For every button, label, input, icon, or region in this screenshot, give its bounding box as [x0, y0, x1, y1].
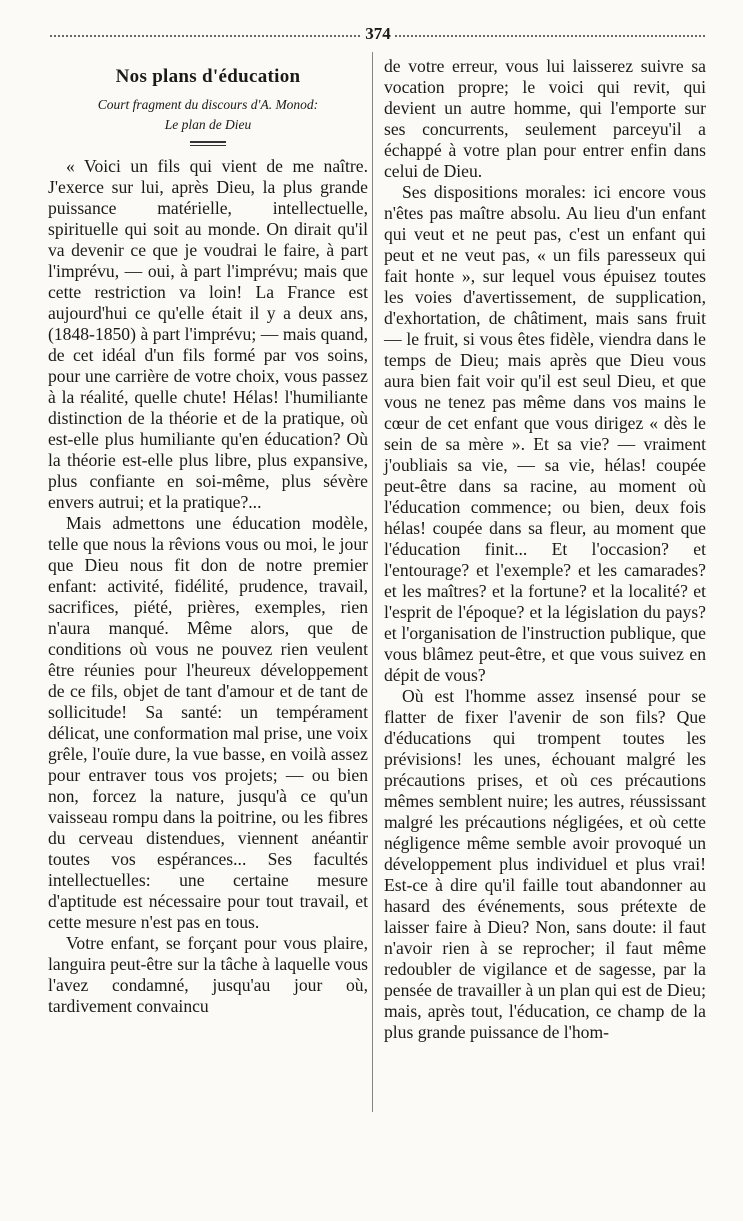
- paragraph: Ses dispositions morales: ici encore vous n'êtes pas maître absolu. Au lieu d'un enfant qui veut et ne peut pas, c'est un enfant qui peut et ne veut pas, « un fils paresseux qui fait honte », sur lequel vous épuisez toutes les voies d'avertissement, de supplication, d'exhortation, de châtiment, mais sans fruit — le fruit, si vous êtes fidèle, viendra dans le temps de Dieu; mais après que Dieu vous aura bien fait voir qu'il est seul Dieu, et que vous ne tenez pas même dans vos mains le cœur de cet enfant que vous dirigez « dès le sein de sa mère ». Et sa vie? — vraiment j'oubliais sa vie, — sa vie, hélas! coupée peut-être dans sa racine, au moment où l'éducation commence; ou bien, deux fois hélas! coupée dans sa fleur, au moment que l'éducation finit... Et l'occasion? et l'entourage? et l'exemple? et les camarades? et les maîtres? et la fortune? et la localité? et l'esprit de l'époque? et la législation du pays? et l'organisation de l'instruction publique, que vous blâmez peut-être, et que vous suivez en dépit de vous?: [384, 182, 706, 685]
- paragraph: de votre erreur, vous lui laisserez suivre sa vocation propre; le voici qui revit, qui devient un autre homme, qui l'emporte sur ses concurrents, seulement parceyu'il a échappé à votre plan pour entrer enfin dans celui de Dieu.: [384, 56, 706, 181]
- column-divider: [372, 52, 373, 1112]
- paragraph: Mais admettons une éducation modèle, telle que nous la rêvions vous ou moi, le jour que Dieu nous fit don de notre premier enfant: activité, fidélité, prudence, travail, sacrifices, piété, prières, exemples, rien n'aura manqué. Même alors, que de conditions où vous ne pouvez rien veulent être réunies pour l'heureux développement de ce fils, objet de tant d'amour et de tant de sollicitude! Sa santé: un tempérament délicat, une conformation mal prise, une voix grêle, l'ouïe dure, la vue basse, en voilà assez pour entraver tous vos projets; — ou bien non, forcez la nature, jusqu'à ce qu'un vaisseau rompu dans la poitrine, ou les fibres du cerveau distendues, viennent anéantir toutes vos espérances... Ses facultés intellectuelles: une certaine mesure d'aptitude est nécessaire pour tout travail, et cette mesure n'est pas en tous.: [48, 513, 368, 932]
- paragraph: « Voici un fils qui vient de me naître. J'exerce sur lui, après Dieu, la plus grande puissance matérielle, intellectuelle, spirituelle qui soit au monde. On dirait qu'il va devenir ce que je voudrai le faire, à part l'imprévu, — oui, à part l'imprévu; mais que cette restriction va loin! La France est aujourd'hui ce qu'elle était il y a deux ans, (1848-1850) à part l'imprévu; — mais quand, de cet idéal d'un fils formé par vos soins, pour une carrière de votre choix, vous passez à la réalité, quelle chute! Hélas! l'humiliante distinction de la théorie et de la pratique, où est-elle plus humiliante qu'en éducation? Où la théorie est-elle plus libre, plus expansive, plus confiante en soi-même, plus sévère envers autrui; et la pratique?...: [48, 156, 368, 512]
- paragraph: Où est l'homme assez insensé pour se flatter de fixer l'avenir de son fils? Que d'éducations qui trompent toutes les prévisions! les unes, échouant malgré les précautions prises, et où ces précautions mêmes semblent nuire; les autres, réussissant malgré les précautions négligées, et où cette négligence même semble avoir provoqué un développement plus individuel et plus vrai! Est-ce à dire qu'il faille tout abandonner au hasard des événements, sous prétexte de laisser faire à Dieu? Non, sans doute: il faut n'avoir rien à se reprocher; il faut même redoubler de vigilance et de sagesse, par la pensée de travailler à un plan qui est de Dieu; mais, après tout, l'éducation, ce champ de la plus grande puissance de l'hom-: [384, 686, 706, 1042]
- paragraph: Votre enfant, se forçant pour vous plaire, languira peut-être sur la tâche à laquelle vous l'avez condamné, jusqu'au jour où, tardivement convaincu: [48, 933, 368, 1016]
- article-subtitle-2: Le plan de Dieu: [164, 117, 252, 132]
- title-separator: [190, 141, 226, 146]
- header-dotted-rule-left: [50, 35, 360, 37]
- article-title: Nos plans d'éducation: [115, 66, 301, 87]
- article-subtitle: Court fragment du discours d'A. Monod:: [97, 97, 319, 112]
- left-column: [48, 50, 368, 1017]
- page-number: 374: [365, 24, 391, 43]
- page-header: [50, 24, 705, 46]
- header-dotted-rule-right: [395, 35, 705, 37]
- right-column: [384, 50, 706, 1043]
